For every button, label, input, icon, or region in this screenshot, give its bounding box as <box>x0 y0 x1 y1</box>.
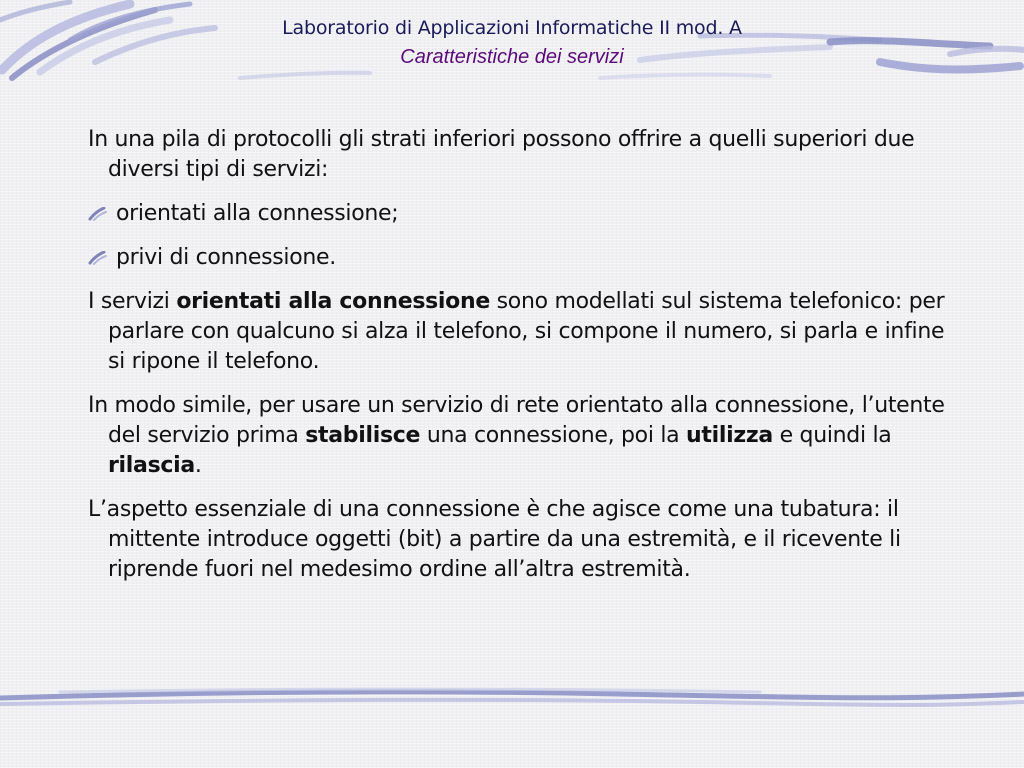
p2-bold: orientati alla connessione <box>176 289 490 314</box>
slide-body <box>88 125 948 599</box>
bullet-item <box>88 199 948 229</box>
bullet-text: orientati alla connessione; <box>116 201 399 226</box>
brush-bullet-icon <box>88 251 108 265</box>
p2-text: sono modellati sul sistema telefonico: per parlare con qualcuno si alza il telefono, si compone il numero, si parla e infine si ripone il telefono. <box>108 289 945 374</box>
intro-paragraph: In una pila di protocolli gli strati inferiori possono offrire a quelli superiori due diversi tipi di servizi: <box>88 127 915 182</box>
p3-bold: utilizza <box>686 423 773 448</box>
bullet-item <box>88 243 948 273</box>
pipe-analogy-paragraph: L’aspetto essenziale di una connessione è che agisce come una tubatura: il mittente introduce oggetti (bit) a partire da una estremità, e il ricevente li riprende fuori nel medesimo ordine all’altra estremità. <box>88 497 901 582</box>
p3-text: una connessione, poi la <box>420 423 687 448</box>
service-usage-paragraph <box>88 391 948 481</box>
p3-bold: stabilisce <box>305 423 421 448</box>
slide-title: Caratteristiche dei servizi <box>400 46 624 68</box>
brush-bullet-icon <box>88 207 108 221</box>
connection-oriented-paragraph <box>88 287 948 377</box>
p3-text: e quindi la <box>772 423 892 448</box>
slide-header-title: Laboratorio di Applicazioni Informatiche II mod. A <box>282 17 742 39</box>
p2-text: I servizi <box>88 289 177 314</box>
p3-text: . <box>194 453 202 478</box>
p3-text: In modo simile, per usare un servizio di rete orientato alla connessione, l’utente del servizio prima <box>88 393 945 448</box>
p3-bold: rilascia <box>108 453 195 478</box>
bullet-text: privi di connessione. <box>116 245 336 270</box>
